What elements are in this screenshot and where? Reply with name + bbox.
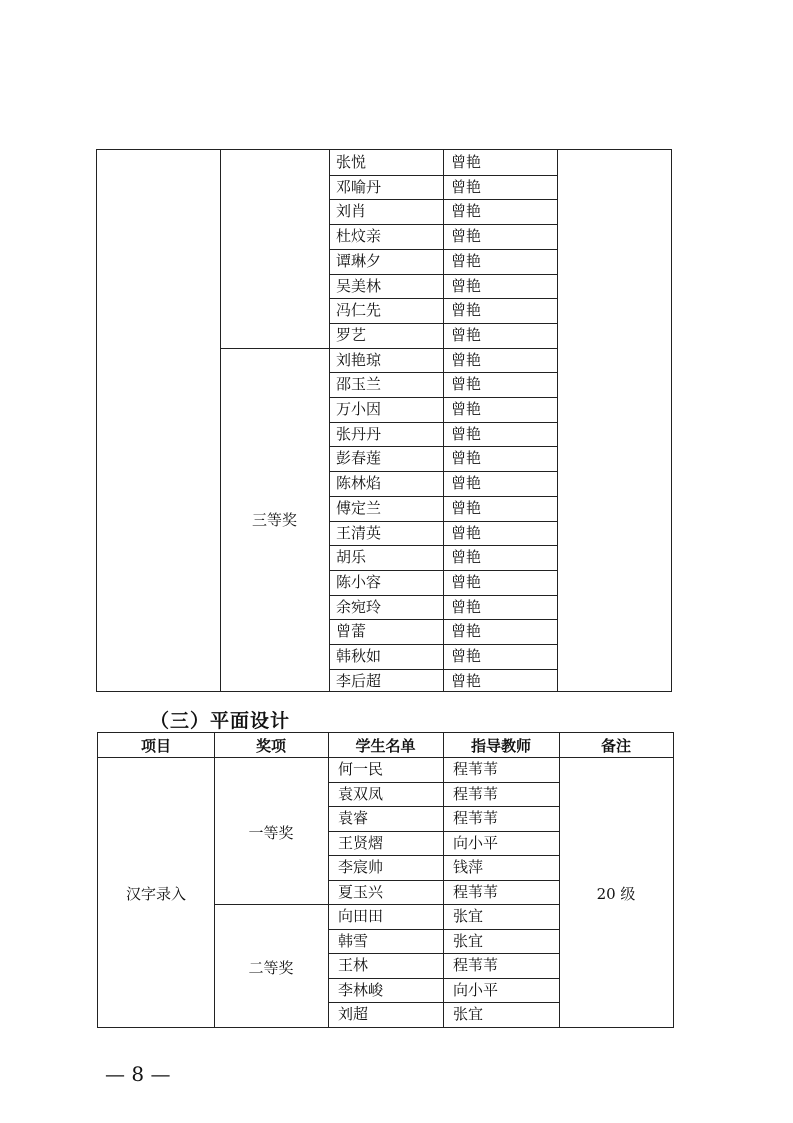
teacher-name: 曾艳 — [451, 251, 482, 270]
student-name: 刘超 — [338, 1005, 369, 1023]
row-divider — [329, 249, 557, 250]
row-divider — [329, 323, 557, 324]
student-name: 余宛玲 — [336, 597, 382, 616]
row-divider — [329, 298, 557, 299]
header-award: 奖项 — [255, 737, 286, 755]
student-name: 韩秋如 — [336, 647, 382, 665]
row-divider — [329, 274, 557, 275]
student-name: 陈林焰 — [336, 474, 382, 493]
header-teacher: 指导教师 — [470, 737, 531, 755]
teacher-name: 向小平 — [453, 980, 499, 999]
teacher-name: 曾艳 — [451, 572, 482, 591]
row-divider — [329, 224, 557, 225]
student-name: 李林峻 — [338, 980, 384, 999]
teacher-name: 张宜 — [453, 1005, 484, 1023]
table-divider — [329, 150, 330, 691]
table-divider — [559, 733, 560, 1027]
student-name: 袁睿 — [338, 809, 369, 827]
teacher-name: 程苇苇 — [453, 809, 499, 827]
teacher-name: 曾艳 — [451, 622, 482, 641]
header-students: 学生名单 — [355, 737, 416, 755]
teacher-name: 曾艳 — [451, 424, 482, 443]
teacher-name: 曾艳 — [451, 227, 482, 246]
row-divider — [329, 570, 557, 571]
table-divider — [557, 150, 558, 691]
teacher-name: 向小平 — [453, 833, 499, 852]
student-name: 吴美林 — [336, 276, 382, 295]
student-name: 杜炆亲 — [336, 227, 382, 246]
student-name: 袁双凤 — [338, 784, 384, 803]
teacher-name: 张宜 — [453, 907, 484, 925]
teacher-name: 曾艳 — [451, 474, 482, 493]
student-name: 王贤熠 — [338, 833, 384, 852]
row-divider — [329, 471, 557, 472]
row-divider — [329, 669, 557, 670]
student-name: 谭琳夕 — [336, 251, 382, 270]
row-divider — [329, 545, 557, 546]
student-name: 彭春莲 — [336, 449, 382, 468]
student-name: 万小因 — [336, 400, 382, 418]
row-divider — [329, 644, 557, 645]
teacher-name: 钱萍 — [453, 858, 484, 876]
teacher-name: 程苇苇 — [453, 956, 499, 974]
row-divider — [328, 831, 559, 832]
student-name: 韩雪 — [338, 931, 369, 950]
teacher-name: 曾艳 — [451, 523, 482, 542]
teacher-name: 程苇苇 — [453, 882, 499, 901]
teacher-name: 程苇苇 — [453, 760, 499, 778]
student-name: 曾蕾 — [336, 622, 367, 641]
row-divider — [329, 372, 557, 373]
page-number: — 8 — — [105, 1062, 171, 1086]
header-note: 备注 — [600, 737, 631, 755]
row-divider — [329, 199, 557, 200]
student-name: 刘艳琼 — [336, 350, 382, 369]
teacher-name: 曾艳 — [451, 301, 482, 320]
teacher-name: 曾艳 — [451, 597, 482, 616]
student-name: 李后超 — [336, 671, 382, 690]
teacher-name: 曾艳 — [451, 400, 482, 418]
row-divider — [329, 521, 557, 522]
graphic-design-award-table — [97, 732, 674, 1028]
student-name: 罗艺 — [336, 325, 367, 344]
prize-group-divider — [220, 348, 557, 349]
student-name: 张悦 — [336, 153, 367, 171]
student-name: 冯仁先 — [336, 301, 382, 320]
prize-group-divider — [214, 904, 559, 905]
teacher-name: 曾艳 — [451, 498, 482, 517]
row-divider — [328, 978, 559, 979]
row-divider — [329, 446, 557, 447]
section-title: （三）平面设计 — [150, 710, 291, 732]
student-name: 何一民 — [338, 760, 384, 778]
teacher-name: 曾艳 — [451, 153, 482, 171]
row-divider — [329, 397, 557, 398]
teacher-name: 曾艳 — [451, 647, 482, 665]
project-name: 汉字录入 — [125, 885, 186, 903]
teacher-name: 曾艳 — [451, 375, 482, 394]
teacher-name: 曾艳 — [451, 202, 482, 221]
teacher-name: 曾艳 — [451, 449, 482, 468]
row-divider — [329, 175, 557, 176]
teacher-name: 曾艳 — [451, 350, 482, 369]
student-name: 夏玉兴 — [338, 882, 384, 901]
first-prize-label: 一等奖 — [248, 824, 294, 842]
teacher-name: 张宜 — [453, 931, 484, 950]
teacher-name: 程苇苇 — [453, 784, 499, 803]
student-name: 张丹丹 — [336, 424, 382, 443]
student-name: 邓喻丹 — [336, 177, 382, 196]
student-name: 傅定兰 — [336, 498, 382, 517]
student-name: 向田田 — [338, 907, 384, 925]
table-divider — [443, 150, 444, 691]
student-name: 王林 — [338, 956, 369, 974]
teacher-name: 曾艳 — [451, 325, 482, 344]
row-divider — [328, 1002, 559, 1003]
teacher-name: 曾艳 — [451, 276, 482, 295]
row-divider — [328, 929, 559, 930]
row-divider — [329, 422, 557, 423]
row-divider — [329, 496, 557, 497]
teacher-name: 曾艳 — [451, 548, 482, 567]
note-value: 20 级 — [596, 885, 636, 903]
student-name: 陈小容 — [336, 572, 382, 591]
teacher-name: 曾艳 — [451, 671, 482, 690]
student-name: 李宸帅 — [338, 858, 384, 876]
table-divider — [220, 150, 221, 691]
row-divider — [328, 855, 559, 856]
header-project: 项目 — [140, 737, 171, 755]
third-prize-label: 三等奖 — [251, 511, 297, 529]
student-name: 邵玉兰 — [336, 375, 382, 394]
table-divider — [214, 733, 215, 1027]
row-divider — [328, 782, 559, 783]
row-divider — [329, 595, 557, 596]
row-divider — [329, 619, 557, 620]
header-divider — [98, 757, 673, 758]
award-table-continued — [96, 149, 672, 692]
row-divider — [328, 806, 559, 807]
student-name: 刘肖 — [336, 202, 367, 221]
student-name: 胡乐 — [336, 548, 367, 567]
row-divider — [328, 953, 559, 954]
row-divider — [328, 880, 559, 881]
second-prize-label: 二等奖 — [248, 959, 294, 977]
student-name: 王清英 — [336, 523, 382, 542]
teacher-name: 曾艳 — [451, 177, 482, 196]
